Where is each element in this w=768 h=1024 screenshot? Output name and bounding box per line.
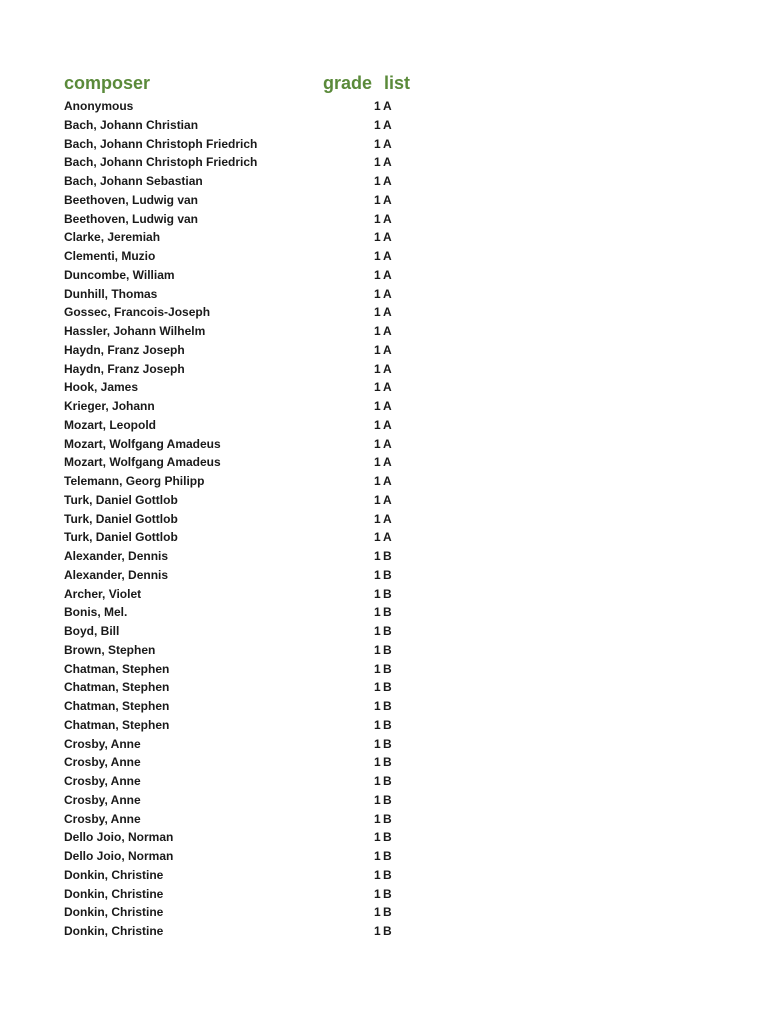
grade-cell: 1 [374, 455, 381, 470]
list-cell: A [383, 136, 392, 151]
table-row [0, 172, 768, 191]
table-row [0, 903, 768, 922]
composer-cell: Bach, Johann Christoph Friedrich [64, 155, 258, 170]
header-composer: composer [64, 73, 151, 93]
list-cell: A [383, 155, 392, 170]
list-cell: A [383, 211, 392, 226]
composer-cell: Crosby, Anne [64, 736, 141, 751]
table-row [0, 866, 768, 885]
list-cell: A [383, 455, 392, 470]
composer-cell: Crosby, Anne [64, 755, 141, 770]
composer-cell: Alexander, Dennis [64, 567, 169, 582]
grade-cell: 1 [374, 549, 381, 563]
list-cell: B [383, 849, 392, 863]
grade-cell: 1 [374, 642, 381, 657]
list-cell: A [383, 192, 392, 207]
table-row [0, 510, 768, 529]
grade-cell: 1 [374, 361, 381, 376]
list-cell: B [383, 624, 392, 638]
composer-cell: Mozart, Wolfgang Amadeus [64, 455, 221, 470]
table-row [0, 772, 768, 791]
grade-cell: 1 [374, 792, 381, 807]
list-cell: A [383, 174, 392, 188]
header-grade: grade [323, 73, 373, 93]
header-list: list [384, 73, 411, 93]
table-row [0, 135, 768, 154]
table-row [0, 922, 768, 941]
list-cell: B [383, 811, 392, 826]
table-row [0, 753, 768, 772]
grade-cell: 1 [374, 661, 381, 676]
list-cell: B [383, 736, 392, 751]
table-row [0, 247, 768, 266]
grade-cell: 1 [374, 886, 381, 901]
grade-cell: 1 [374, 530, 381, 545]
list-cell: B [383, 642, 392, 657]
composer-cell: Bach, Johann Christian [64, 117, 199, 132]
grade-cell: 1 [374, 174, 381, 188]
table-row [0, 360, 768, 379]
table-row [0, 266, 768, 285]
composer-cell: Chatman, Stephen [64, 717, 170, 732]
list-cell: A [383, 230, 392, 245]
list-cell: A [383, 399, 392, 413]
grade-cell: 1 [374, 230, 381, 245]
composer-cell: Crosby, Anne [64, 792, 141, 807]
composer-cell: Donkin, Christine [64, 867, 164, 882]
composer-cell: Chatman, Stephen [64, 680, 170, 695]
list-cell: B [383, 905, 392, 920]
composer-cell: Mozart, Wolfgang Amadeus [64, 436, 221, 451]
grade-cell: 1 [374, 249, 381, 263]
grade-cell: 1 [374, 342, 381, 357]
list-cell: A [383, 99, 392, 113]
table-row [0, 547, 768, 566]
table-row [0, 97, 768, 116]
composer-cell: Turk, Daniel Gottlob [64, 511, 178, 526]
table-row [0, 828, 768, 847]
list-cell: A [383, 361, 392, 376]
composer-cell: Clementi, Muzio [64, 249, 156, 263]
grade-cell: 1 [374, 399, 381, 413]
grade-cell: 1 [374, 417, 381, 432]
list-cell: B [383, 774, 392, 788]
table-row [0, 603, 768, 622]
composer-cell: Donkin, Christine [64, 905, 164, 920]
composer-cell: Bach, Johann Christoph Friedrich [64, 136, 258, 151]
composer-cell: Krieger, Johann [64, 399, 155, 413]
composer-cell: Dello Joio, Norman [64, 849, 174, 863]
list-cell: A [383, 417, 392, 432]
composer-cell: Chatman, Stephen [64, 661, 170, 676]
composer-cell: Haydn, Franz Joseph [64, 342, 185, 357]
composer-cell: Duncombe, William [64, 267, 175, 282]
composer-cell: Chatman, Stephen [64, 699, 170, 713]
table-row [0, 566, 768, 585]
grade-cell: 1 [374, 474, 381, 488]
list-cell: B [383, 549, 392, 563]
composer-cell: Brown, Stephen [64, 642, 156, 657]
list-cell: A [383, 530, 392, 545]
grade-cell: 1 [374, 211, 381, 226]
grade-cell: 1 [374, 117, 381, 132]
table-row [0, 660, 768, 679]
table-row [0, 847, 768, 866]
table-row [0, 716, 768, 735]
grade-cell: 1 [374, 586, 381, 601]
grade-cell: 1 [374, 755, 381, 770]
list-cell: B [383, 867, 392, 882]
list-cell: A [383, 324, 392, 338]
composer-cell: Hassler, Johann Wilhelm [64, 324, 206, 338]
list-cell: B [383, 605, 392, 620]
composer-cell: Dello Joio, Norman [64, 830, 174, 845]
list-cell: B [383, 924, 392, 938]
grade-cell: 1 [374, 286, 381, 301]
grade-cell: 1 [374, 624, 381, 638]
grade-cell: 1 [374, 436, 381, 451]
list-cell: A [383, 305, 392, 320]
list-cell: B [383, 567, 392, 582]
composer-cell: Boyd, Bill [64, 624, 120, 638]
grade-cell: 1 [374, 717, 381, 732]
composer-cell: Crosby, Anne [64, 811, 141, 826]
grade-cell: 1 [374, 155, 381, 170]
composer-cell: Turk, Daniel Gottlob [64, 530, 178, 545]
list-cell: A [383, 511, 392, 526]
grade-cell: 1 [374, 511, 381, 526]
grade-cell: 1 [374, 305, 381, 320]
table-row [0, 735, 768, 754]
list-cell: A [383, 267, 392, 282]
composer-cell: Turk, Daniel Gottlob [64, 492, 178, 507]
table-row [0, 528, 768, 547]
grade-cell: 1 [374, 849, 381, 863]
table-row [0, 678, 768, 697]
list-cell: A [383, 380, 392, 395]
grade-cell: 1 [374, 867, 381, 882]
table-row [0, 341, 768, 360]
composer-cell: Anonymous [64, 99, 134, 113]
table-row [0, 622, 768, 641]
composer-cell: Crosby, Anne [64, 774, 141, 788]
table-row [0, 885, 768, 904]
list-cell: B [383, 661, 392, 676]
grade-cell: 1 [374, 830, 381, 845]
table-row [0, 585, 768, 604]
table-row [0, 228, 768, 247]
list-cell: B [383, 717, 392, 732]
list-cell: B [383, 792, 392, 807]
grade-cell: 1 [374, 380, 381, 395]
grade-cell: 1 [374, 605, 381, 620]
composer-cell: Donkin, Christine [64, 886, 164, 901]
table-row [0, 641, 768, 660]
composer-cell: Telemann, Georg Philipp [64, 474, 205, 488]
list-cell: A [383, 436, 392, 451]
table-row [0, 697, 768, 716]
grade-cell: 1 [374, 567, 381, 582]
table-row [0, 153, 768, 172]
composer-cell: Mozart, Leopold [64, 417, 156, 432]
composer-cell: Clarke, Jeremiah [64, 230, 161, 245]
composer-cell: Alexander, Dennis [64, 549, 169, 563]
composer-cell: Bonis, Mel. [64, 605, 128, 620]
grade-cell: 1 [374, 99, 381, 113]
list-cell: A [383, 342, 392, 357]
table-row [0, 472, 768, 491]
composer-cell: Bach, Johann Sebastian [64, 174, 203, 188]
table-row [0, 435, 768, 454]
composer-cell: Donkin, Christine [64, 924, 164, 938]
table-header [0, 71, 768, 97]
grade-cell: 1 [374, 774, 381, 788]
list-cell: A [383, 249, 392, 263]
list-cell: B [383, 830, 392, 845]
grade-cell: 1 [374, 324, 381, 338]
composer-cell: Beethoven, Ludwig van [64, 192, 199, 207]
grade-cell: 1 [374, 492, 381, 507]
grade-cell: 1 [374, 267, 381, 282]
table-row [0, 453, 768, 472]
composer-cell: Gossec, Francois-Joseph [64, 305, 211, 320]
composer-cell: Dunhill, Thomas [64, 286, 158, 301]
composer-table [0, 97, 768, 941]
list-cell: B [383, 586, 392, 601]
composer-cell: Hook, James [64, 380, 139, 395]
grade-cell: 1 [374, 192, 381, 207]
list-cell: B [383, 680, 392, 695]
composer-cell: Archer, Violet [64, 586, 142, 601]
list-cell: A [383, 474, 392, 488]
grade-cell: 1 [374, 680, 381, 695]
table-row [0, 378, 768, 397]
table-row [0, 116, 768, 135]
composer-cell: Beethoven, Ludwig van [64, 211, 199, 226]
table-row [0, 416, 768, 435]
grade-cell: 1 [374, 699, 381, 713]
list-cell: B [383, 886, 392, 901]
table-row [0, 491, 768, 510]
composer-cell: Haydn, Franz Joseph [64, 361, 185, 376]
list-cell: A [383, 492, 392, 507]
grade-cell: 1 [374, 924, 381, 938]
table-row [0, 210, 768, 229]
grade-cell: 1 [374, 811, 381, 826]
table-row [0, 285, 768, 304]
list-cell: B [383, 699, 392, 713]
list-cell: B [383, 755, 392, 770]
table-row [0, 810, 768, 829]
grade-cell: 1 [374, 136, 381, 151]
grade-cell: 1 [374, 905, 381, 920]
list-cell: A [383, 286, 392, 301]
list-cell: A [383, 117, 392, 132]
table-row [0, 397, 768, 416]
table-row [0, 191, 768, 210]
table-row [0, 322, 768, 341]
table-row [0, 791, 768, 810]
table-row [0, 303, 768, 322]
grade-cell: 1 [374, 736, 381, 751]
